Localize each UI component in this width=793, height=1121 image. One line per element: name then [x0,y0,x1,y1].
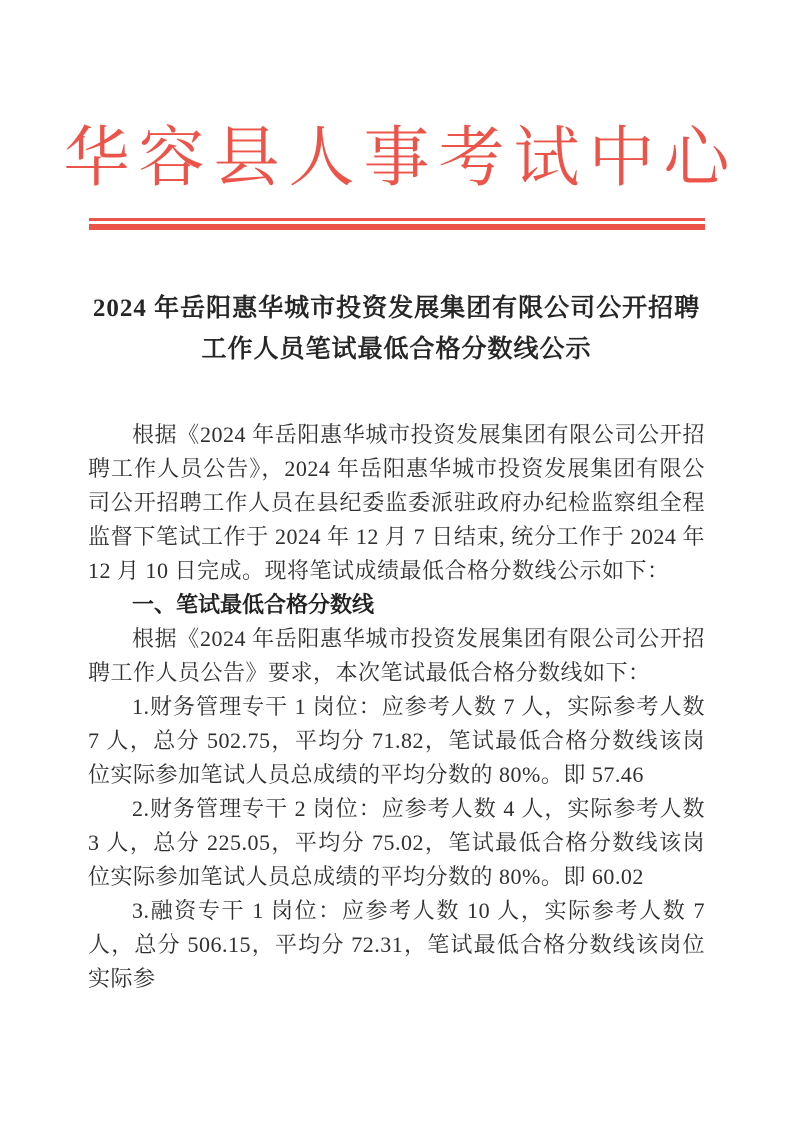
letterhead-divider [89,218,705,230]
letterhead [0,116,793,230]
document-title-line-1: 2024 年岳阳惠华城市投资发展集团有限公司公开招聘 [92,294,701,322]
intro-paragraph: 根据《2024 年岳阳惠华城市投资发展集团有限公司公开招聘工作人员公告》，2024 年岳阳惠华城市投资发展集团有限公司公开招聘工作人员在县纪委监委派驻政府办纪检监察组全程监督下笔试工作于 2024 年 12 月 7 日结束, 统分工作于 2024 年 12 月 10 日完成。现将笔试成绩最低合格分数线公示如下： [88,421,705,583]
document-title [88,288,705,370]
score-line-item-1: 1.财务管理专干 1 岗位：应参考人数 7 人，实际参考人数 7 人，总分 502.75，平均分 71.82，笔试最低合格分数线该岗位实际参加笔试人员总成绩的平均分数的 80%。即 57.46 [88,693,705,787]
document-body [88,418,705,996]
section1-intro-paragraph: 根据《2024 年岳阳惠华城市投资发展集团有限公司公开招聘工作人员公告》要求，本次笔试最低合格分数线如下： [88,625,705,685]
letterhead-org-name: 华容县人事考试中心 [63,122,739,195]
divider-thick-line [89,224,705,230]
score-line-item-3: 3.融资专干 1 岗位：应参考人数 10 人，实际参考人数 7 人，总分 506.15，平均分 72.31，笔试最低合格分数线该岗位实际参 [88,897,705,991]
document-title-line-2: 工作人员笔试最低合格分数线公示 [201,335,592,363]
score-line-item-2: 2.财务管理专干 2 岗位：应参考人数 4 人，实际参考人数 3 人，总分 225.05，平均分 75.02，笔试最低合格分数线该岗位实际参加笔试人员总成绩的平均分数的 80%。即 60.02 [88,795,705,889]
section1-heading: 一、笔试最低合格分数线 [132,591,375,617]
